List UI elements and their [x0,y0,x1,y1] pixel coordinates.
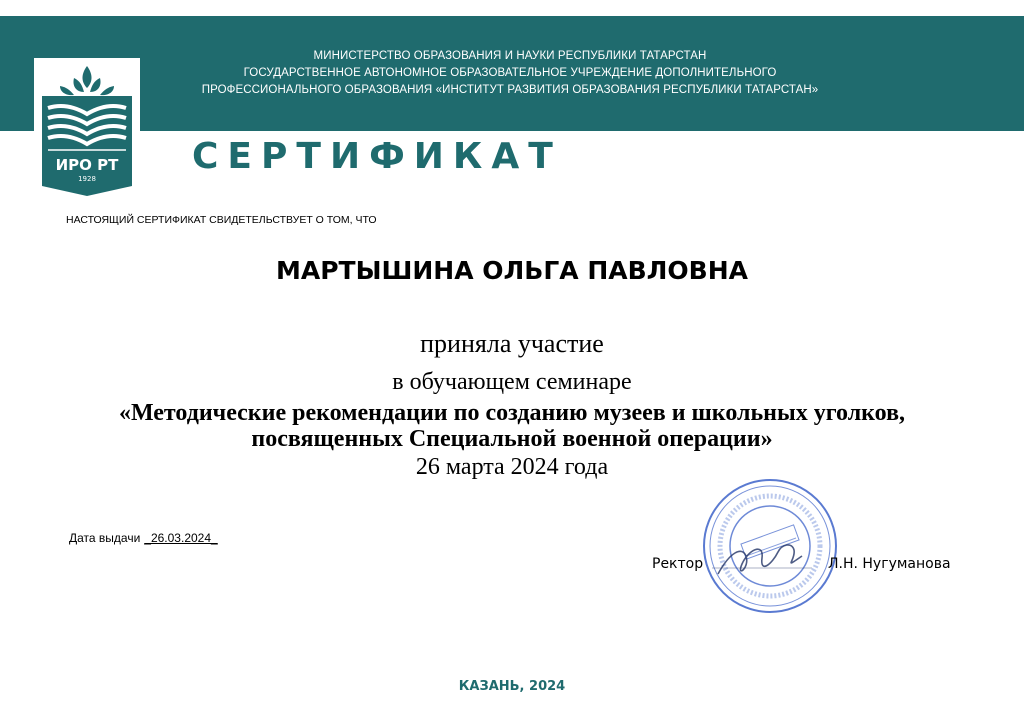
logo-text: ИРО РТ [55,156,119,174]
issue-date-label: Дата выдачи [69,531,141,545]
rector-title: Ректор [652,556,704,572]
issue-date-value: _26.03.2024_ [144,531,218,545]
seminar-intro-text: в обучающем семинаре [392,369,632,395]
top-margin [0,0,1024,16]
certificate-intro: НАСТОЯЩИЙ СЕРТИФИКАТ СВИДЕТЕЛЬСТВУЕТ О ТОМ, ЧТО [66,214,377,226]
issue-date [69,531,218,545]
certificate-title: СЕРТИФИКАТ [192,136,562,177]
city-year-footer: КАЗАНЬ, 2024 [458,679,566,694]
header-line-1: МИНИСТЕРСТВО ОБРАЗОВАНИЯ И НАУКИ РЕСПУБЛИКИ ТАТАРСТАН [313,50,707,62]
signature-icon [712,534,812,584]
header-line-2: ГОСУДАРСТВЕННОЕ АВТОНОМНОЕ ОБРАЗОВАТЕЛЬНОЕ УЧРЕЖДЕНИЕ ДОПОЛНИТЕЛЬНОГО [243,67,777,79]
seminar-title-line-1: «Методические рекомендации по созданию музеев и школьных уголков, [118,400,906,426]
recipient-name: МАРТЫШИНА ОЛЬГА ПАВЛОВНА [275,256,748,285]
seminar-title-line-2: посвященных Специальной военной операции» [251,426,773,452]
logo-year: 1928 [78,175,96,183]
institute-logo [34,58,140,200]
event-date: 26 марта 2024 года [415,454,609,480]
rector-name: Л.Н. Нугуманова [828,556,951,572]
header-line-3: ПРОФЕССИОНАЛЬНОГО ОБРАЗОВАНИЯ «ИНСТИТУТ РАЗВИТИЯ ОБРАЗОВАНИЯ РЕСПУБЛИКИ ТАТАРСТАН» [201,84,819,96]
ministry-header [150,48,870,99]
participation-text: приняла участие [420,329,604,358]
